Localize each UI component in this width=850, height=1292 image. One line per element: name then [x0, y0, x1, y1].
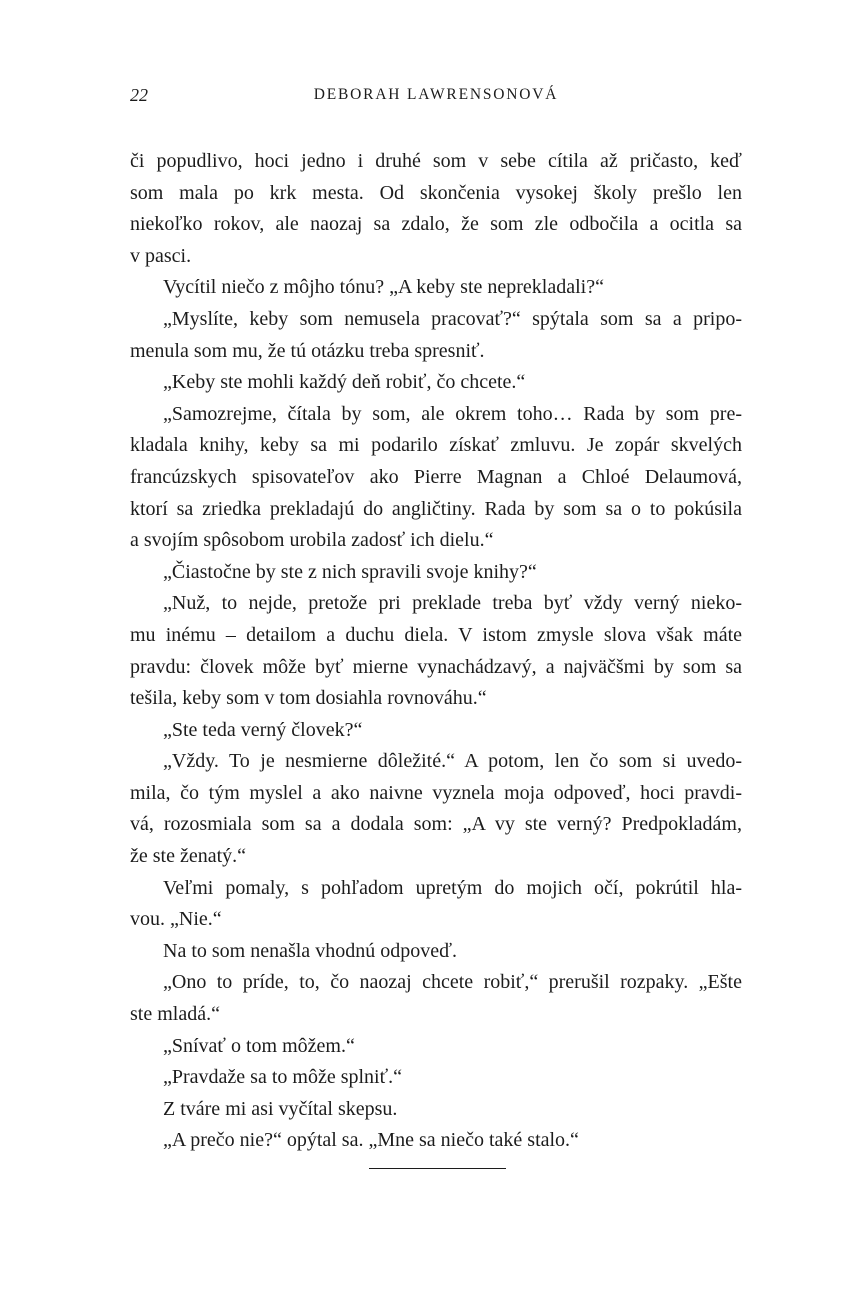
- text-line: „Ste teda verný človek?“: [163, 718, 363, 741]
- text-line: Na to som nenašla vhodnú odpoveď.: [163, 939, 457, 962]
- text-line: „Vždy. To je nesmierne dôležité.“ A potom, len čo som si uvedo-: [163, 750, 742, 773]
- text-line: „Myslíte, keby som nemusela pracovať?“ spýtala som sa a pripo-: [163, 307, 742, 330]
- text-line: v pasci.: [130, 244, 192, 267]
- text-line: že ste ženatý.“: [130, 845, 247, 868]
- text-line: kladala knihy, keby sa mi podarilo získať zmluvu. Je zopár skvelých: [130, 434, 742, 457]
- text-line: či popudlivo, hoci jedno i druhé som v sebe cítila až pričasto, keď: [130, 150, 742, 172]
- text-line: ktorí sa zriedka prekladajú do angličtiny. Rada by som sa o to pokúsila: [130, 497, 742, 520]
- text-line: mu inému – detailom a duchu diela. V istom zmysle slova však máte: [130, 623, 742, 646]
- running-head-author: DEBORAH LAWRENSONOVÁ: [313, 86, 559, 103]
- text-line: som mala po krk mesta. Od skončenia vysokej školy prešlo len: [130, 181, 742, 204]
- text-line: ste mladá.“: [130, 1003, 220, 1026]
- text-line: „Pravdaže sa to môže splniť.“: [163, 1066, 403, 1089]
- text-line: mila, čo tým myslel a ako naivne vyznela moja odpoveď, hoci pravdi-: [130, 781, 742, 804]
- text-line: vá, rozosmiala som sa a dodala som: „A vy ste verný? Predpokladám,: [130, 813, 742, 836]
- text-line: niekoľko rokov, ale naozaj sa zdalo, že som zle odbočila a ocitla sa: [130, 213, 742, 236]
- text-line: a svojím spôsobom urobila zadosť ich dielu.“: [130, 529, 494, 552]
- text-line: vou. „Nie.“: [130, 908, 222, 931]
- text-line: „A prečo nie?“ opýtal sa. „Mne sa niečo také stalo.“: [163, 1129, 579, 1152]
- text-line: pravdu: človek môže byť mierne vynachádzavý, a najväčšmi by som sa: [130, 655, 742, 678]
- section-end-rule: [369, 1168, 506, 1169]
- text-line: Vycítil niečo z môjho tónu? „A keby ste neprekladali?“: [163, 276, 604, 299]
- text-line: Veľmi pomaly, s pohľadom upretým do mojich očí, pokrútil hla-: [163, 876, 742, 899]
- text-line: „Ono to príde, to, čo naozaj chcete robiť,“ prerušil rozpaky. „Ešte: [163, 971, 742, 994]
- text-line: „Samozrejme, čítala by som, ale okrem toho… Rada by som pre-: [163, 402, 742, 425]
- text-line: „Keby ste mohli každý deň robiť, čo chcete.“: [163, 371, 526, 394]
- text-line: „Čiastočne by ste z nich spravili svoje knihy?“: [163, 560, 537, 583]
- text-line: francúzskych spisovateľov ako Pierre Magnan a Chloé Delaumová,: [130, 465, 742, 488]
- page-number: 22: [130, 85, 148, 105]
- body-text: [130, 146, 742, 1157]
- text-line: tešila, keby som v tom dosiahla rovnováhu.“: [130, 687, 487, 710]
- text-line: „Snívať o tom môžem.“: [163, 1034, 355, 1057]
- text-line: „Nuž, to nejde, pretože pri preklade treba byť vždy verný nieko-: [163, 592, 742, 615]
- text-line: menula som mu, že tú otázku treba spresniť.: [130, 339, 485, 362]
- text-line: Z tváre mi asi vyčítal skepsu.: [163, 1097, 398, 1120]
